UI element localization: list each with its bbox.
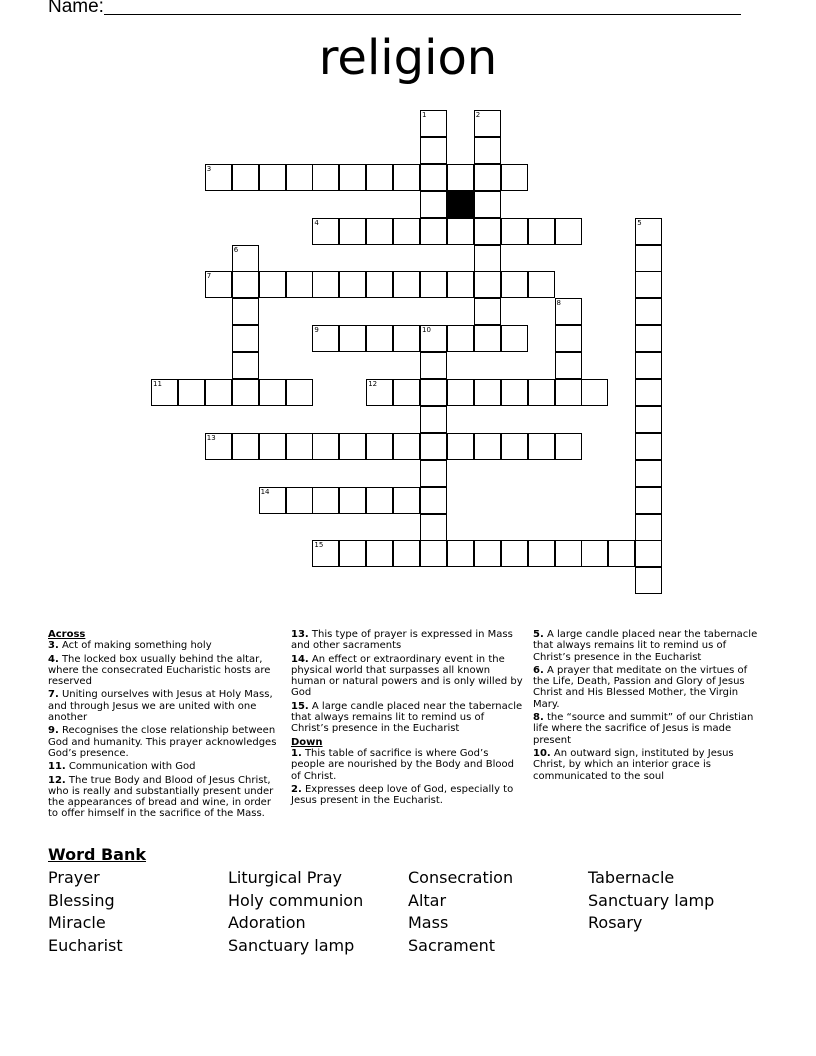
grid-cell[interactable] (312, 271, 339, 298)
cell-number: 15 (314, 541, 324, 550)
grid-cell[interactable] (232, 164, 259, 191)
grid-cell[interactable] (366, 218, 393, 245)
grid-cell[interactable] (474, 433, 501, 460)
cell-number: 12 (368, 380, 378, 388)
grid-cell[interactable] (339, 540, 366, 567)
grid-cell[interactable] (393, 271, 420, 298)
grid-cell[interactable] (447, 164, 474, 191)
clue-across-4: 4. The locked box usually behind the altar, where the consecrated Eucharistic hosts are reserved (48, 653, 271, 688)
grid-cell[interactable] (339, 271, 366, 298)
grid-cell[interactable] (447, 271, 474, 298)
cell-number: 1 (422, 111, 427, 119)
grid-cell[interactable] (447, 325, 474, 352)
grid-cell[interactable] (501, 218, 528, 245)
grid-cell[interactable] (581, 379, 608, 406)
grid-cell[interactable] (420, 460, 447, 487)
grid-cell[interactable] (474, 191, 501, 218)
grid-cell[interactable] (339, 164, 366, 191)
grid-cell[interactable] (528, 271, 555, 298)
clues-column-1 (48, 629, 280, 822)
grid-cell[interactable] (555, 352, 582, 379)
grid-cell[interactable] (259, 433, 286, 460)
grid-cell[interactable] (420, 352, 447, 379)
grid-cell[interactable] (259, 271, 286, 298)
grid-cell[interactable] (339, 218, 366, 245)
grid-cell[interactable] (474, 218, 501, 245)
grid-cell[interactable] (635, 540, 662, 567)
clue-across-12: 12. The true Body and Blood of Jesus Christ, who is really and substantially present under the appearances of bread and wine, in order to offer himself in the sacrifice of the Mass. (48, 774, 274, 820)
grid-cell[interactable] (286, 487, 313, 514)
word-bank-column-3 (408, 867, 513, 958)
word-bank-word: Consecration (408, 868, 514, 887)
grid-cell[interactable] (447, 540, 474, 567)
grid-cell[interactable] (232, 245, 259, 272)
grid-cell[interactable] (393, 325, 420, 352)
across-heading: Across (48, 629, 86, 640)
grid-cell[interactable] (635, 298, 662, 325)
grid-cell[interactable] (312, 325, 339, 352)
grid-cell[interactable] (501, 271, 528, 298)
word-bank-title: Word Bank (48, 845, 147, 864)
grid-cell[interactable] (232, 433, 259, 460)
word-bank-column-1 (48, 867, 123, 958)
grid-cell[interactable] (635, 271, 662, 298)
grid-cell[interactable] (501, 379, 528, 406)
word-bank-word: Holy communion (228, 890, 364, 910)
grid-cell[interactable] (339, 433, 366, 460)
grid-cell[interactable] (555, 325, 582, 352)
grid-cell[interactable] (501, 433, 528, 460)
word-bank-word: Miracle (48, 913, 106, 933)
down-heading: Down (291, 736, 323, 748)
grid-cell[interactable] (312, 218, 339, 245)
grid-cell[interactable] (474, 137, 501, 164)
word-bank-word: Liturgical Pray (228, 868, 343, 887)
cell-number: 2 (475, 111, 481, 119)
grid-cell[interactable] (555, 540, 582, 567)
word-bank-word: Tabernacle (588, 868, 675, 887)
grid-cell[interactable] (178, 379, 205, 406)
cell-number: 5 (637, 218, 642, 227)
clues-column-3 (533, 629, 765, 784)
grid-cell[interactable] (366, 164, 393, 191)
grid-cell[interactable] (393, 379, 420, 406)
grid-cell[interactable] (420, 379, 447, 406)
grid-cell[interactable] (232, 271, 259, 298)
grid-cell[interactable] (366, 325, 393, 352)
grid-cell[interactable] (232, 379, 259, 406)
word-bank-word: Rosary (588, 913, 643, 933)
grid-cell[interactable] (474, 110, 501, 137)
grid-cell[interactable] (474, 379, 501, 406)
grid-cell[interactable] (205, 379, 232, 406)
grid-cell[interactable] (635, 567, 662, 594)
page-title: religion (318, 30, 498, 86)
grid-cell[interactable] (420, 514, 447, 541)
grid-cell[interactable] (393, 487, 420, 514)
grid-cell[interactable] (420, 110, 447, 137)
grid-cell[interactable] (259, 379, 286, 406)
grid-cell[interactable] (312, 433, 339, 460)
grid-cell[interactable] (501, 325, 528, 352)
grid-cell[interactable] (635, 379, 662, 406)
grid-cell[interactable] (420, 191, 447, 218)
grid-cell[interactable] (232, 352, 259, 379)
grid-cell[interactable] (635, 218, 662, 245)
grid-cell[interactable] (420, 137, 447, 164)
word-bank-word: Sacrament (408, 936, 495, 956)
word-bank-column-2 (228, 867, 363, 958)
grid-cell[interactable] (528, 433, 555, 460)
word-bank-word: Prayer (48, 868, 100, 887)
grid-cell[interactable] (474, 271, 501, 298)
grid-cell[interactable] (555, 218, 582, 245)
grid-cell[interactable] (635, 460, 662, 487)
grid-cell[interactable] (447, 218, 474, 245)
cell-number: 14 (260, 487, 270, 496)
cell-number: 7 (206, 272, 212, 281)
clues-column-2 (291, 629, 523, 808)
grid-cell[interactable] (286, 164, 313, 191)
grid-cell[interactable] (366, 379, 393, 406)
word-bank-word: Blessing (48, 890, 115, 910)
grid-cell[interactable] (286, 379, 313, 406)
grid-cell[interactable] (474, 325, 501, 352)
grid-cell[interactable] (501, 540, 528, 567)
clue-across-9: 9. Recognises the close relationship between God and humanity. This prayer acknowledges God’s presence. (48, 725, 277, 759)
cell-number: 3 (206, 164, 212, 173)
grid-cell[interactable] (339, 325, 366, 352)
word-bank-column-4 (588, 867, 714, 935)
cell-number: 4 (314, 218, 319, 227)
grid-cell[interactable] (420, 218, 447, 245)
grid-cell[interactable] (339, 487, 366, 514)
grid-cell[interactable] (232, 325, 259, 352)
black-cell (447, 191, 474, 218)
word-bank-word: Eucharist (48, 936, 123, 956)
grid-cell[interactable] (259, 487, 286, 514)
grid-cell[interactable] (393, 433, 420, 460)
name-label: Name: (48, 0, 104, 17)
grid-cell[interactable] (555, 298, 582, 325)
word-bank-word: Mass (408, 913, 449, 933)
grid-cell[interactable] (312, 487, 339, 514)
grid-cell[interactable] (232, 298, 259, 325)
cell-number: 11 (153, 380, 162, 388)
grid-cell[interactable] (555, 379, 582, 406)
cell-number: 8 (556, 299, 561, 308)
clue-across-15: 15. A large candle placed near the tabernacle that always remains lit to remind us of Christ’s presence in the Eucharist (291, 700, 523, 735)
grid-cell[interactable] (366, 433, 393, 460)
grid-cell[interactable] (608, 540, 635, 567)
cell-number: 10 (422, 326, 431, 335)
grid-cell[interactable] (420, 487, 447, 514)
grid-cell[interactable] (635, 352, 662, 379)
grid-cell[interactable] (366, 271, 393, 298)
grid-cell[interactable] (635, 433, 662, 460)
grid-cell[interactable] (420, 433, 447, 460)
grid-cell[interactable] (259, 164, 286, 191)
grid-cell[interactable] (366, 540, 393, 567)
clue-down-10: 10. An outward sign, instituted by Jesus Christ, by which an interior grace is communicated to the soul (533, 747, 734, 782)
grid-cell[interactable] (474, 164, 501, 191)
grid-cell[interactable] (205, 271, 232, 298)
word-bank-word: Adoration (228, 913, 306, 933)
grid-cell[interactable] (205, 164, 232, 191)
clue-down-5: 5. A large candle placed near the tabernacle that always remains lit to remind us of Christ’s presence in the Eucharist (533, 629, 758, 663)
cell-number: 9 (314, 326, 319, 335)
clue-across-3: 3. Act of making something holy (48, 640, 212, 652)
grid-cell[interactable] (447, 433, 474, 460)
clue-across-14: 14. An effect or extraordinary event in the physical world that surpasses all known human or natural powers and is only willed by God (291, 653, 523, 699)
clue-across-7: 7. Uniting ourselves with Jesus at Holy Mass, and through Jesus we are united with one another (48, 689, 273, 724)
grid-cell[interactable] (528, 540, 555, 567)
cell-number: 6 (233, 245, 239, 254)
grid-cell[interactable] (474, 298, 501, 325)
grid-cell[interactable] (501, 164, 528, 191)
grid-cell[interactable] (366, 487, 393, 514)
grid-cell[interactable] (635, 514, 662, 541)
grid-cell[interactable] (635, 487, 662, 514)
grid-cell[interactable] (420, 271, 447, 298)
grid-cell[interactable] (447, 379, 474, 406)
clue-down-1: 1. This table of sacrifice is where God’s people are nourished by the Body and Blood of Christ. (291, 747, 515, 782)
grid-cell[interactable] (286, 433, 313, 460)
word-bank-word: Sanctuary lamp (588, 890, 715, 910)
grid-cell[interactable] (420, 325, 447, 352)
grid-cell[interactable] (312, 164, 339, 191)
grid-cell[interactable] (393, 540, 420, 567)
grid-cell[interactable] (555, 433, 582, 460)
grid-cell[interactable] (528, 379, 555, 406)
grid-cell[interactable] (635, 325, 662, 352)
grid-cell[interactable] (393, 218, 420, 245)
cell-number: 13 (206, 433, 216, 442)
grid-cell[interactable] (286, 271, 313, 298)
grid-cell[interactable] (581, 540, 608, 567)
clue-down-2: 2. Expresses deep love of God, especially to Jesus present in the Eucharist. (291, 783, 514, 807)
grid-cell[interactable] (420, 406, 447, 433)
grid-cell[interactable] (312, 540, 339, 567)
grid-cell[interactable] (151, 379, 178, 406)
grid-cell[interactable] (393, 164, 420, 191)
word-bank-word: Sanctuary lamp (228, 936, 355, 956)
clue-across-13: 13. This type of prayer is expressed in Mass and other sacraments (291, 629, 513, 652)
grid-cell[interactable] (474, 245, 501, 272)
grid-cell[interactable] (474, 540, 501, 567)
grid-cell[interactable] (420, 164, 447, 191)
clue-down-8: 8. the “source and summit” of our Christian life where the sacrifice of Jesus is made present (533, 712, 754, 746)
grid-cell[interactable] (205, 433, 232, 460)
grid-cell[interactable] (528, 218, 555, 245)
word-bank-word: Altar (408, 890, 447, 910)
grid-cell[interactable] (635, 245, 662, 272)
grid-cell[interactable] (635, 406, 662, 433)
grid-cell[interactable] (420, 540, 447, 567)
clue-down-6: 6. A prayer that meditate on the virtues of the Life, Death, Passion and Glory of Jesus Christ and His Blessed Mother, the Virgin Mary. (533, 664, 748, 710)
clue-across-11: 11. Communication with God (48, 761, 196, 773)
